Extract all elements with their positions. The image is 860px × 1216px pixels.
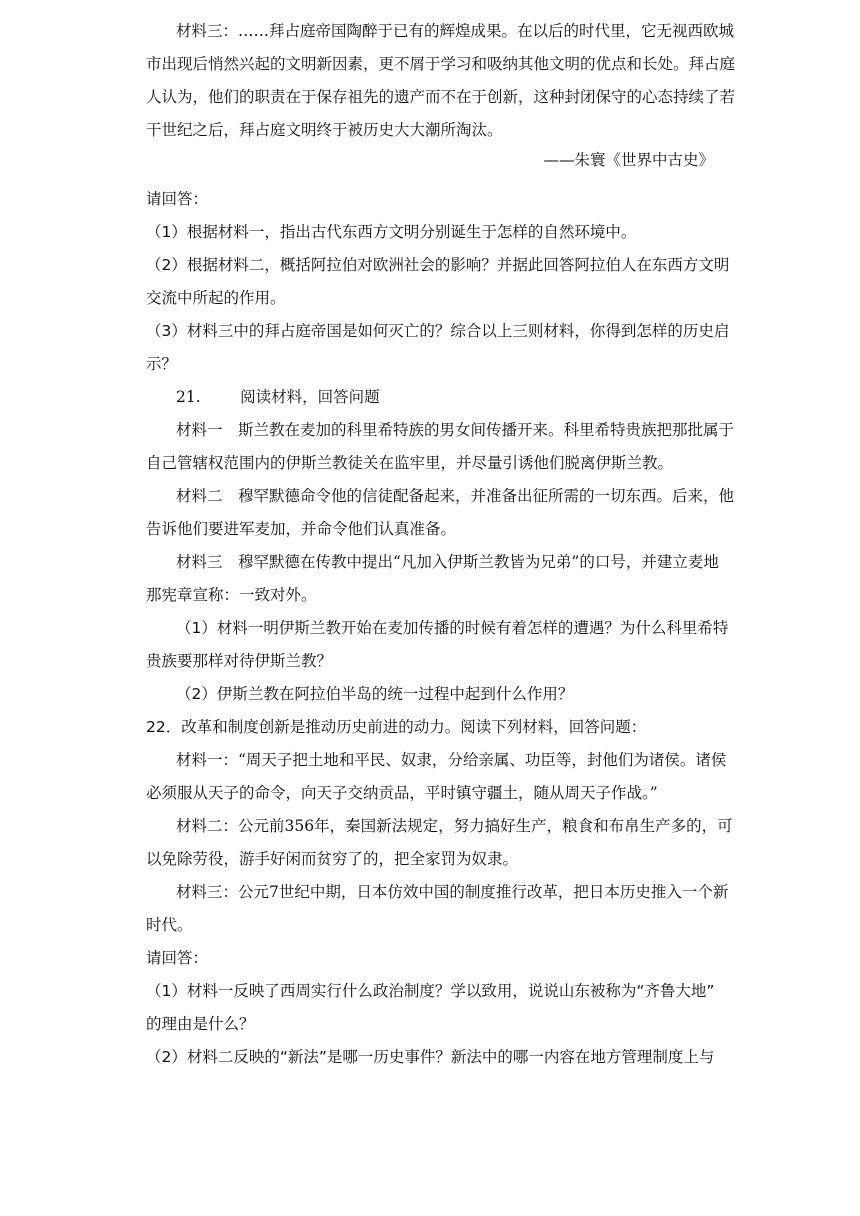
text-line: 告诉他们要进军麦加，并命令他们认真准备。 bbox=[146, 520, 457, 538]
text-line: 材料二：公元前356年，秦国新法规定，努力搞好生产，粮食和布帛生产多的，可 bbox=[176, 817, 733, 835]
text-line: 市出现后悄然兴起的文明新因素，更不屑于学习和吸纳其他文明的优点和长处。拜占庭 bbox=[146, 55, 736, 73]
text-line: （2）根据材料二，概括阿拉伯对欧洲社会的影响？并据此回答阿拉伯人在东西方文明 bbox=[146, 256, 730, 274]
text-line: 干世纪之后，拜占庭文明终于被历史大大潮所淘汰。 bbox=[146, 121, 503, 139]
text-line: 材料三 穆罕默德在传教中提出“凡加入伊斯兰教皆为兄弟”的口号，并建立麦地 bbox=[176, 553, 719, 571]
text-line: 材料三：公元7世纪中期，日本仿效中国的制度推行改革，把日本历史推入一个新 bbox=[176, 883, 729, 901]
text-line: 材料二 穆罕默德命令他的信徒配备起来，并准备出征所需的一切东西。后来，他 bbox=[176, 487, 735, 505]
text-line: 材料一：“周天子把土地和平民、奴隶，分给亲属、功臣等，封他们为诸侯。诸侯 bbox=[176, 751, 727, 769]
text-line: 材料一 斯兰教在麦加的科里希特族的男女间传播开来。科里希特贵族把那批属于 bbox=[176, 421, 735, 439]
text-line: 请回答： bbox=[146, 190, 209, 208]
text-line: 时代。 bbox=[146, 916, 193, 934]
text-line: 交流中所起的作用。 bbox=[146, 289, 286, 307]
text-line: （1）材料一明伊斯兰教开始在麦加传播的时候有着怎样的遭遇？为什么科里希特 bbox=[176, 619, 729, 637]
text-line: 示？ bbox=[146, 355, 178, 373]
text-line: （2）伊斯兰教在阿拉伯半岛的统一过程中起到什么作用？ bbox=[176, 685, 574, 703]
text-line: 以免除劳役，游手好闲而贫穷了的，把全家罚为奴隶。 bbox=[146, 850, 519, 868]
citation: ——朱寰《世界中古史》 bbox=[543, 151, 714, 169]
text-line: 22．改革和制度创新是推动历史前进的动力。阅读下列材料，回答问题： bbox=[146, 718, 647, 736]
text-line: 自己管辖权范围内的伊斯兰教徒关在监牢里，并尽量引诱他们脱离伊斯兰教。 bbox=[146, 454, 674, 472]
text-line: 材料三：……拜占庭帝国陶醉于已有的辉煌成果。在以后的时代里，它无视西欧城 bbox=[176, 22, 735, 40]
text-line: 的理由是什么？ bbox=[146, 1015, 255, 1033]
text-line: （3）材料三中的拜占庭帝国是如何灭亡的？综合以上三则材料，你得到怎样的历史启 bbox=[146, 322, 730, 340]
text-line: （2）材料二反映的“新法”是哪一历史事件？新法中的哪一内容在地方管理制度上与 bbox=[146, 1048, 715, 1066]
text-line: （1）材料一反映了西周实行什么政治制度？学以致用，说说山东被称为“齐鲁大地” bbox=[146, 982, 715, 1000]
text-line: 请回答： bbox=[146, 949, 209, 967]
text-line: 那宪章宣称：一致对外。 bbox=[146, 586, 317, 604]
text-line: 贵族要那样对待伊斯兰教？ bbox=[146, 652, 333, 670]
text-line: 人认为，他们的职责在于保存祖先的遗产而不在于创新，这种封闭保守的心态持续了若 bbox=[146, 88, 736, 106]
text-line: 21. 阅读材料，回答问题 bbox=[176, 388, 380, 406]
text-line: （1）根据材料一，指出古代东西方文明分别诞生于怎样的自然环境中。 bbox=[146, 223, 637, 241]
text-line: 必须服从天子的命令，向天子交纳贡品，平时镇守疆土，随从周天子作战。” bbox=[146, 784, 658, 802]
